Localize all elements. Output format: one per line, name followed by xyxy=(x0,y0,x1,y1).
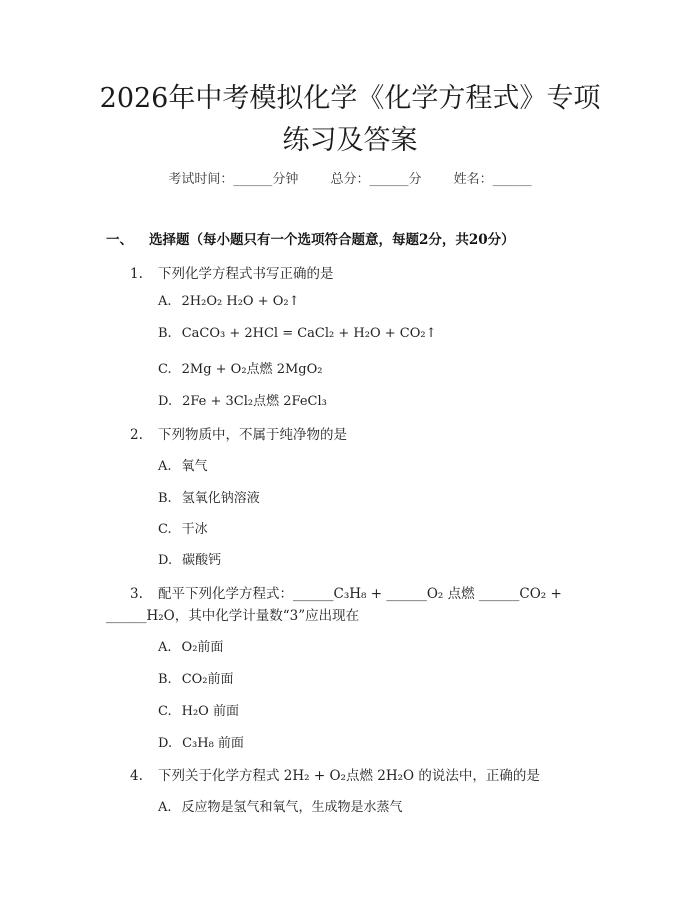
option-text: 氢氧化钠溶液 xyxy=(181,491,260,506)
page-title: 2026年中考模拟化学《化学方程式》专项练习及答案 xyxy=(99,83,601,156)
option-text: CO₂前面 xyxy=(181,672,234,687)
question-text: 下列化学方程式书写正确的是 xyxy=(158,266,334,282)
question-text: 下列物质中，不属于纯净物的是 xyxy=(158,427,347,443)
option-item xyxy=(158,549,221,568)
option-letter: A. xyxy=(158,640,172,655)
student-name: 姓名：______ xyxy=(453,172,532,187)
option-letter: A. xyxy=(158,459,172,474)
option-letter: B. xyxy=(158,326,172,341)
option-letter: C. xyxy=(158,362,172,377)
option-text: O₂前面 xyxy=(181,640,224,655)
option-item xyxy=(158,326,436,341)
option-letter: B. xyxy=(158,491,172,506)
option-letter: A. xyxy=(158,800,172,815)
question-stem xyxy=(130,262,334,282)
option-letter: C. xyxy=(158,522,172,537)
option-text: H₂O 前面 xyxy=(181,704,239,719)
question-text: 下列关于化学方程式 2H₂ + O₂点燃 2H₂O 的说法中，正确的是 xyxy=(158,768,540,784)
option-item xyxy=(158,358,322,377)
section-number: 一、 xyxy=(106,232,133,248)
exam-time: 考试时间：______分钟 xyxy=(168,172,299,187)
option-item xyxy=(158,455,208,474)
question-stem-continued xyxy=(106,604,359,624)
option-letter: D. xyxy=(158,394,173,409)
exam-info xyxy=(0,168,700,187)
option-letter: D. xyxy=(158,736,173,751)
question-stem xyxy=(130,764,540,784)
option-text: 2Fe + 3Cl₂点燃 2FeCl₃ xyxy=(182,394,327,409)
question-stem xyxy=(130,582,562,602)
option-text: 碳酸钙 xyxy=(182,553,222,568)
option-item xyxy=(158,732,244,751)
option-text: 干冰 xyxy=(181,522,208,537)
option-letter: A. xyxy=(158,294,172,309)
option-item xyxy=(158,668,234,687)
section-label: 选择题（每小题只有一个选项符合题意，每题2分，共20分） xyxy=(149,232,515,248)
question-number: 2. xyxy=(130,427,143,443)
option-text: 2Mg + O₂点燃 2MgO₂ xyxy=(181,362,323,377)
option-text: CaCO₃ + 2HCl = CaCl₂ + H₂O + CO₂↑ xyxy=(181,326,437,341)
option-text: 2H₂O₂ H₂O + O₂↑ xyxy=(181,294,300,309)
option-text: 反应物是氢气和氧气，生成物是水蒸气 xyxy=(181,800,403,815)
question-number: 1. xyxy=(130,266,143,282)
option-item xyxy=(158,294,299,309)
question-number: 4. xyxy=(130,768,143,784)
question-text: ______H₂O，其中化学计量数“3”应出现在 xyxy=(106,608,360,624)
option-letter: B. xyxy=(158,672,172,687)
option-item xyxy=(158,390,327,409)
exam-score: 总分：______分 xyxy=(330,172,422,187)
question-stem xyxy=(130,423,347,443)
question-text: 配平下列化学方程式：______C₃H₈ + ______O₂ 点燃 ______CO₂ + xyxy=(158,586,562,602)
option-item xyxy=(158,636,223,655)
option-item xyxy=(158,700,239,719)
question-number: 3. xyxy=(130,586,143,602)
section-heading xyxy=(106,228,515,248)
option-item xyxy=(158,487,260,506)
option-item xyxy=(158,518,208,537)
option-text: C₃H₈ 前面 xyxy=(182,736,244,751)
option-letter: D. xyxy=(158,553,173,568)
option-letter: C. xyxy=(158,704,172,719)
option-text: 氧气 xyxy=(181,459,208,474)
option-item xyxy=(158,796,403,815)
